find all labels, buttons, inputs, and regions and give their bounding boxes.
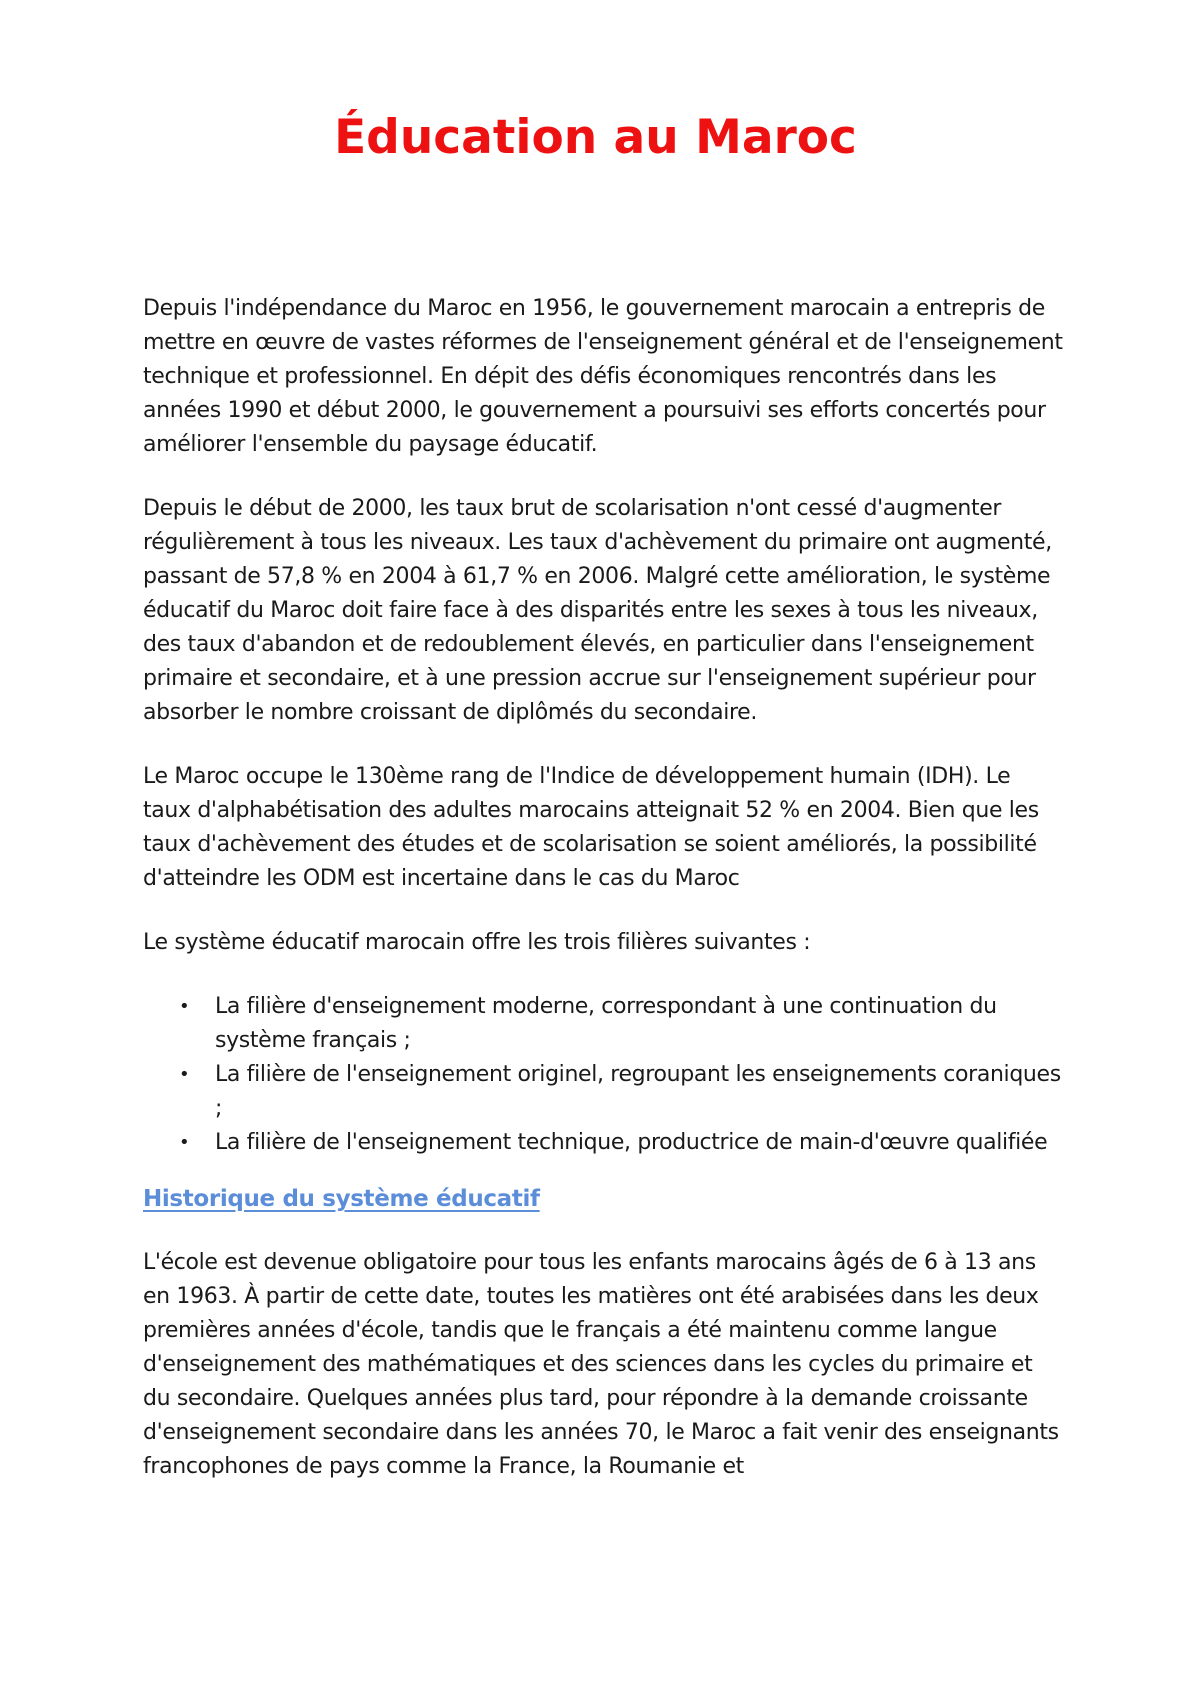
section-heading-history: Historique du système éducatif bbox=[143, 1186, 540, 1212]
enrollment-paragraph: Depuis le début de 2000, les taux brut de scolarisation n'ont cessé d'augmenter régulièrement à tous les niveaux. Les taux d'achèvement du primaire ont augmenté, passant de 57,8 % en 2004 à 61,7 % en 2006. Malgré cette amélioration, le système éducatif du Maroc doit faire face à des disparités entre les sexes à tous les niveaux, des taux d'abandon et de redoublement élevés, en particulier dans l'enseignement primaire et secondaire, et à une pression accrue sur l'enseignement supérieur pour absorber le nombre croissant de diplômés du secondaire. bbox=[143, 496, 1052, 725]
list-item bbox=[179, 1126, 1063, 1160]
intro-paragraph: Depuis l'indépendance du Maroc en 1956, le gouvernement marocain a entrepris de mettre en œuvre de vastes réformes de l'enseignement général et de l'enseignement technique et professionnel. En dépit des défis économiques rencontrés dans les années 1990 et début 2000, le gouvernement a poursuivi ses efforts concertés pour améliorer l'ensemble du paysage éducatif. bbox=[143, 296, 1063, 457]
bullet-icon: • bbox=[179, 996, 190, 1017]
list-item-text: La filière d'enseignement moderne, correspondant à une continuation du système français ; bbox=[215, 994, 997, 1053]
hdi-paragraph: Le Maroc occupe le 130ème rang de l'Indice de développement humain (IDH). Le taux d'alphabétisation des adultes marocains atteignait 52 % en 2004. Bien que les taux d'achèvement des études et de scolarisation se soient améliorés, la possibilité d'atteindre les ODM est incertaine dans le cas du Maroc bbox=[143, 764, 1039, 891]
document-body bbox=[143, 292, 1063, 1514]
history-paragraph: L'école est devenue obligatoire pour tous les enfants marocains âgés de 6 à 13 ans en 1963. À partir de cette date, toutes les matières ont été arabisées dans les deux premières années d'école, tandis que le français a été maintenu comme langue d'enseignement des mathématiques et des sciences dans les cycles du primaire et du secondaire. Quelques années plus tard, pour répondre à la demande croissante d'enseignement secondaire dans les années 70, le Maroc a fait venir des enseignants francophones de pays comme la France, la Roumanie et bbox=[143, 1250, 1059, 1479]
bullet-icon: • bbox=[179, 1064, 190, 1085]
page-title: Éducation au Maroc bbox=[334, 110, 857, 165]
list-item-text: La filière de l'enseignement originel, regroupant les enseignements coraniques ; bbox=[215, 1062, 1061, 1121]
list-item-text: La filière de l'enseignement technique, productrice de main-d'œuvre qualifiée bbox=[215, 1130, 1048, 1155]
list-item bbox=[179, 990, 1063, 1058]
streams-intro-paragraph: Le système éducatif marocain offre les trois filières suivantes : bbox=[143, 930, 811, 955]
list-item bbox=[179, 1058, 1063, 1126]
bullet-icon: • bbox=[179, 1132, 190, 1153]
streams-list bbox=[143, 990, 1063, 1160]
